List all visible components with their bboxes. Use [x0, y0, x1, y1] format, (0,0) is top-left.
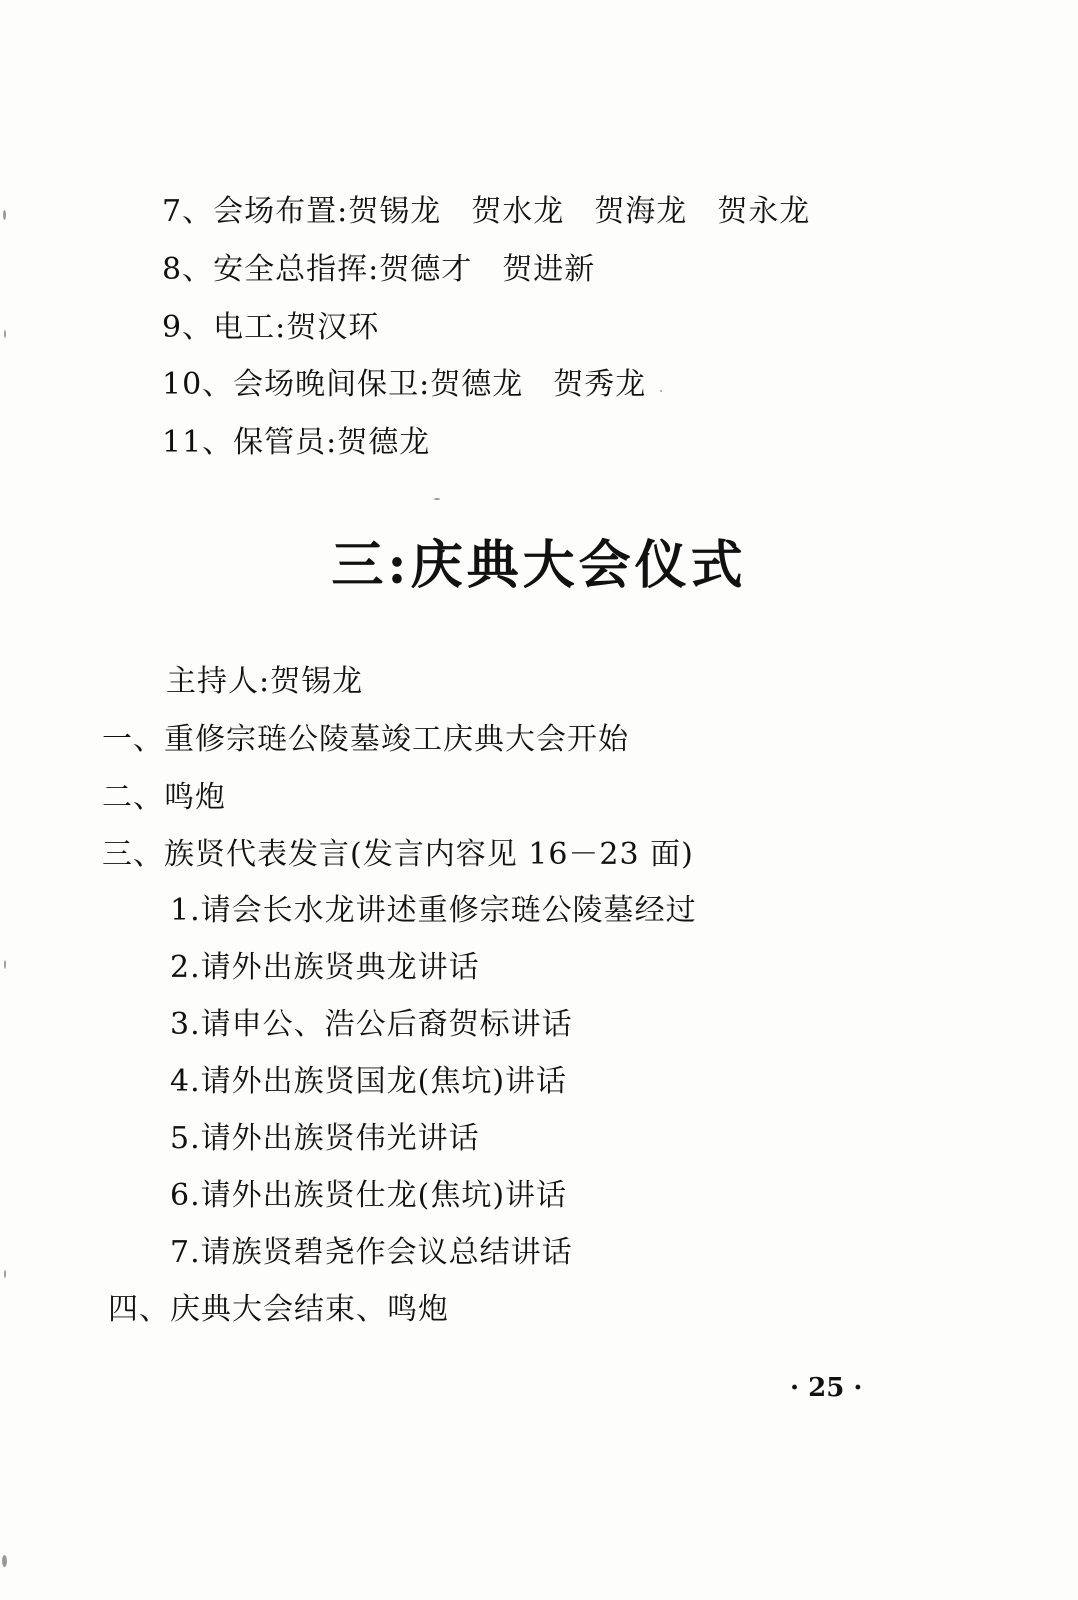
staff-name: 贺德才: [379, 252, 473, 287]
staff-name: 贺汉环: [286, 310, 380, 345]
staff-name: 贺锡龙: [348, 194, 442, 229]
agenda-item-3: 三、族贤代表发言(发言内容见 16－23 面): [102, 837, 694, 872]
scan-speck: [2, 1555, 7, 1567]
section-heading: 三:庆典大会仪式: [331, 535, 747, 596]
speaker-item-6: 6.请外出族贤仕龙(焦坑)讲话: [170, 1178, 568, 1213]
scan-speck: [4, 960, 6, 969]
speaker-item-5: 5.请外出族贤伟光讲话: [170, 1121, 480, 1156]
staff-name: 贺永龙: [717, 194, 811, 229]
staff-role: 9、电工:: [162, 310, 287, 345]
staff-role: 10、会场晚间保卫:: [162, 367, 431, 402]
scan-speck: [660, 390, 662, 392]
staff-role: 7、会场布置:: [162, 194, 349, 229]
host-line: 主持人:贺锡龙: [166, 664, 364, 699]
scan-speck: [3, 210, 6, 220]
page-number: · 25 ·: [790, 1373, 863, 1403]
staff-name: 贺水龙: [471, 194, 565, 229]
scan-speck: [434, 498, 440, 500]
speaker-item-2: 2.请外出族贤典龙讲话: [170, 950, 480, 985]
staff-name: 贺进新: [502, 252, 596, 287]
agenda-item-1: 一、重修宗琏公陵墓竣工庆典大会开始: [102, 722, 629, 757]
staff-line-10: [162, 365, 646, 405]
staff-line-8: [162, 250, 595, 290]
agenda-item-2: 二、鸣炮: [102, 780, 226, 815]
staff-line-11: [162, 423, 430, 463]
staff-line-7: [162, 192, 810, 232]
scan-speck: [4, 330, 6, 338]
speaker-item-7: 7.请族贤碧尧作会议总结讲话: [170, 1235, 573, 1270]
staff-role: 8、安全总指挥:: [162, 252, 380, 287]
staff-role: 11、保管员:: [162, 425, 338, 460]
agenda-item-4: 四、庆典大会结束、鸣炮: [108, 1292, 449, 1327]
staff-name: 贺德龙: [430, 367, 524, 402]
speaker-item-1: 1.请会长水龙讲述重修宗琏公陵墓经过: [170, 893, 697, 928]
staff-line-9: [162, 308, 379, 348]
staff-name: 贺德龙: [337, 425, 431, 460]
staff-name: 贺秀龙: [553, 367, 647, 402]
scan-speck: [4, 1270, 6, 1278]
speaker-item-3: 3.请申公、浩公后裔贺标讲话: [170, 1007, 573, 1042]
staff-name: 贺海龙: [594, 194, 688, 229]
speaker-item-4: 4.请外出族贤国龙(焦坑)讲话: [170, 1064, 568, 1099]
